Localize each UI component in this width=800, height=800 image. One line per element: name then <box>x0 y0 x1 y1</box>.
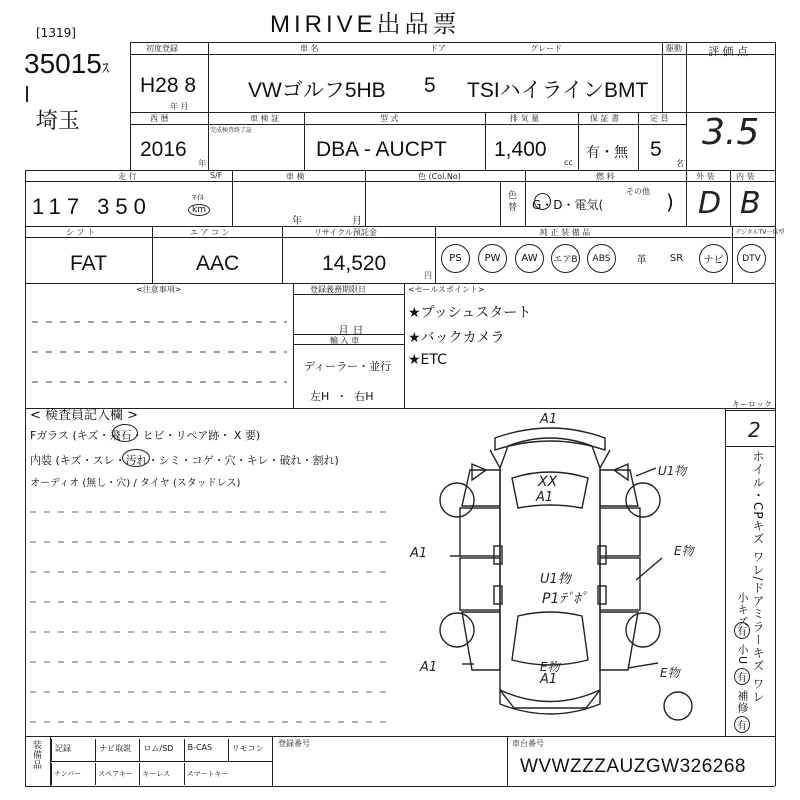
footer-item[interactable]: スマートキー <box>184 763 228 785</box>
recycle-unit: 円 <box>424 271 432 280</box>
car-name-value: VWゴルフ5HB <box>248 79 386 102</box>
fuel-label: 燃 料 <box>596 172 615 181</box>
warranty-label: 保 証 書 <box>590 114 620 123</box>
damage-mark: U1物 <box>540 572 571 587</box>
reg-expiry-label: 登録義務期限日 <box>310 285 366 294</box>
damage-mark: XX <box>538 474 558 490</box>
grid-line <box>725 410 775 411</box>
inspection-sub: 完成検査終了証 <box>210 127 253 134</box>
grade-value: TSIハイラインBMT <box>467 79 649 102</box>
score-label: 評 価 点 <box>708 45 748 58</box>
grid-line <box>775 42 776 786</box>
lot-bracket: [1319] <box>36 26 76 40</box>
grid-line <box>25 786 775 787</box>
sales-point-3: ★ETC <box>408 352 447 368</box>
reg-number-label: 登録番号 <box>278 739 310 748</box>
damage-mark: A1 <box>536 490 554 505</box>
exterior-value: D <box>698 186 722 221</box>
grid-line <box>662 42 663 112</box>
lot-divider <box>26 86 28 102</box>
capacity-label: 定 員 <box>650 114 669 123</box>
ac-value: AAC <box>196 252 240 275</box>
grid-line <box>272 736 273 786</box>
chassis-value: WVWZZZAUZGW326268 <box>520 756 746 777</box>
grade-label: グレード <box>530 44 562 53</box>
fuel-other-label: その他 <box>626 187 650 196</box>
equipment-list <box>437 244 775 276</box>
score-value: 3.5 <box>702 112 760 153</box>
first-reg-value: H28 8 <box>140 74 197 97</box>
equipment-item[interactable]: ABS <box>587 244 616 273</box>
footer-item[interactable]: キーレス <box>139 763 183 785</box>
grid-line <box>435 226 436 283</box>
footer-item[interactable]: スペアキー <box>95 763 139 785</box>
color-change-label: 色替 <box>508 191 518 213</box>
footer-item[interactable]: リモコン <box>228 739 272 761</box>
legend-small-unit: 有 <box>734 622 750 639</box>
grid-line <box>25 170 26 786</box>
warranty-value[interactable]: 有・無 <box>586 145 628 161</box>
sales-point-2: ★バックカメラ <box>408 330 505 346</box>
displacement-label: 排 気 量 <box>510 114 540 123</box>
footer-item[interactable]: B-CAS <box>184 739 228 761</box>
damage-mark: U1物 <box>658 464 687 478</box>
exterior-label: 外 装 <box>696 172 715 181</box>
grid-line <box>25 170 775 171</box>
footer-item[interactable]: ロム/SD <box>139 739 183 761</box>
inspector-line-3: オーディオ (無し・穴) / タイヤ (スタッドレス) <box>30 478 241 489</box>
damage-mark: P1ﾃﾞﾎﾟ <box>542 591 588 607</box>
fuel-options-text: G・D・電気( <box>532 198 604 212</box>
grid-line <box>208 42 209 170</box>
mileage-value: 117 350 <box>32 194 152 219</box>
lot-number <box>24 48 109 80</box>
shift-value: FAT <box>70 252 107 275</box>
equipment-item[interactable]: DTV <box>737 244 766 273</box>
grid-line <box>130 42 131 170</box>
damage-mark: E物 <box>540 660 560 674</box>
fuel-circle-mark <box>534 193 551 210</box>
damage-mark: A1 <box>410 546 428 561</box>
legend-repair: 補修 <box>736 690 749 714</box>
grid-line <box>686 170 687 226</box>
inspector-title: < 検査員記入欄 > <box>30 408 139 423</box>
damage-mark: A1 <box>540 412 558 427</box>
grid-line <box>638 112 639 170</box>
flying-stone-circle <box>112 424 138 442</box>
legend-small: 小キズ <box>736 592 749 628</box>
key-lock-label: キーロック <box>732 400 772 409</box>
doors-label: ドア <box>430 44 446 53</box>
equipment-item[interactable]: PS <box>441 244 470 273</box>
damage-mark: A1 <box>420 660 438 675</box>
grid-line <box>686 42 687 170</box>
color-label: 色 (Col.No) <box>418 172 461 181</box>
dirt-circle <box>122 449 150 467</box>
legend-small-u-unit: 有 <box>734 668 750 685</box>
reg-expiry-unit: 月 日 <box>338 324 364 337</box>
grid-line <box>130 112 775 113</box>
footer-item[interactable]: ナビ取説 <box>95 739 139 761</box>
shaken-label: 車 検 <box>286 172 305 181</box>
drive-label: 駆動 <box>666 44 682 53</box>
grid-line <box>304 112 305 170</box>
shaken-year: 年 <box>292 216 302 227</box>
grid-line <box>725 446 775 447</box>
mileage-unit-km[interactable]: km <box>188 204 210 216</box>
grid-line <box>232 170 233 226</box>
footer-side-label: 装備品 <box>31 740 41 770</box>
mileage-label: 走 行 <box>118 172 137 181</box>
inspector-line-2: 内装 (キズ・スレ・汚れ・シミ・コゲ・穴・キレ・破れ・割れ) <box>30 454 339 467</box>
grid-line <box>730 170 731 226</box>
grid-line <box>25 226 775 227</box>
handle-value[interactable]: 左H ・ 右H <box>310 390 374 403</box>
doors-value: 5 <box>424 74 436 97</box>
displacement-value: 1,400 <box>494 138 547 161</box>
grid-line <box>525 170 526 226</box>
inspection-label: 車 検 証 <box>250 114 280 123</box>
interior-value: B <box>740 186 761 221</box>
capacity-unit: 名 <box>676 159 684 168</box>
first-reg-label: 初度登録 <box>146 44 178 53</box>
document-title: MIRIVE出品票 <box>270 11 461 38</box>
damage-mark: E物 <box>660 666 680 680</box>
sales-point-label: <セールスポイント> <box>408 285 485 294</box>
equipment-label: 純 正 装 備 品 <box>540 228 591 237</box>
footer-item[interactable]: 記録 <box>51 739 95 761</box>
damage-mark: E物 <box>674 544 694 558</box>
equipment-item[interactable]: SR <box>669 253 684 264</box>
damage-mark: A1 <box>540 672 558 687</box>
grid-line <box>25 237 775 238</box>
equipment-item[interactable]: AW <box>515 244 544 273</box>
recycle-label: リサイクル預託金 <box>314 228 377 237</box>
import-value[interactable]: ディーラー・並行 <box>304 360 392 373</box>
caution-dashes <box>32 300 287 400</box>
dtv-label: デジタルTV一体型 <box>735 229 785 236</box>
inspector-line-1: Fガラス (キズ・飛石・ヒビ・リペア跡・ X 要) <box>30 429 261 442</box>
caution-label: <注意事項> <box>136 285 182 294</box>
grid-line <box>485 112 486 170</box>
interior-label: 内 装 <box>736 172 755 181</box>
displacement-unit: cc <box>564 158 573 167</box>
equipment-item[interactable]: PW <box>478 244 507 273</box>
equipment-item[interactable]: エアB <box>551 244 580 273</box>
grid-line <box>152 226 153 283</box>
inspector-dashes <box>30 490 390 730</box>
grid-line <box>725 408 726 736</box>
fuel-close: ) <box>666 190 674 214</box>
recycle-value: 14,520 <box>322 252 387 275</box>
grid-line <box>282 226 283 283</box>
car-name-label: 車 名 <box>300 44 319 53</box>
legend-small-u: 小U <box>736 644 749 666</box>
ac-label: エ ア コ ン <box>190 228 230 237</box>
model-label: 型 式 <box>380 114 399 123</box>
grid-line <box>578 112 579 170</box>
shift-label: シ フ ト <box>66 228 96 237</box>
import-label: 輸 入 車 <box>330 336 360 345</box>
footer-item[interactable]: ナンバー <box>51 763 95 785</box>
grid-line <box>130 54 775 55</box>
equipment-item[interactable]: ナビ <box>699 244 728 273</box>
year-unit: 年 <box>198 159 206 168</box>
grid-line <box>25 181 775 182</box>
grid-line <box>500 181 501 226</box>
region: 埼玉 <box>36 109 81 134</box>
lot-suffix: ｽ <box>101 60 109 76</box>
grid-line <box>365 170 366 226</box>
capacity-value: 5 <box>650 138 662 161</box>
western-year-value: 2016 <box>140 138 187 161</box>
western-year-label: 西 暦 <box>150 114 169 123</box>
mileage-unit-mile: ﾏｲﾙ <box>192 193 204 202</box>
legend-text: ホイル・CPキズ ワレ/ドアミラーキズ ワレ <box>751 450 765 704</box>
grid-line <box>507 736 508 786</box>
grid-line <box>293 283 294 408</box>
lot-number-value: 35015 <box>24 48 102 79</box>
chassis-label: 車台番号 <box>512 739 544 748</box>
year-month-label: 年 月 <box>170 102 189 111</box>
grid-line <box>404 283 405 408</box>
key-lock-value: 2 <box>748 418 761 442</box>
shaken-month: 月 <box>352 216 362 227</box>
model-value: DBA - AUCPT <box>316 138 447 161</box>
equipment-item[interactable]: 革 <box>636 255 647 266</box>
legend-repair-unit: 有 <box>734 716 750 733</box>
footer-items <box>51 736 272 786</box>
sales-point-1: ★プッシュスタート <box>408 305 532 321</box>
mileage-swap-label: S/F <box>210 171 223 180</box>
